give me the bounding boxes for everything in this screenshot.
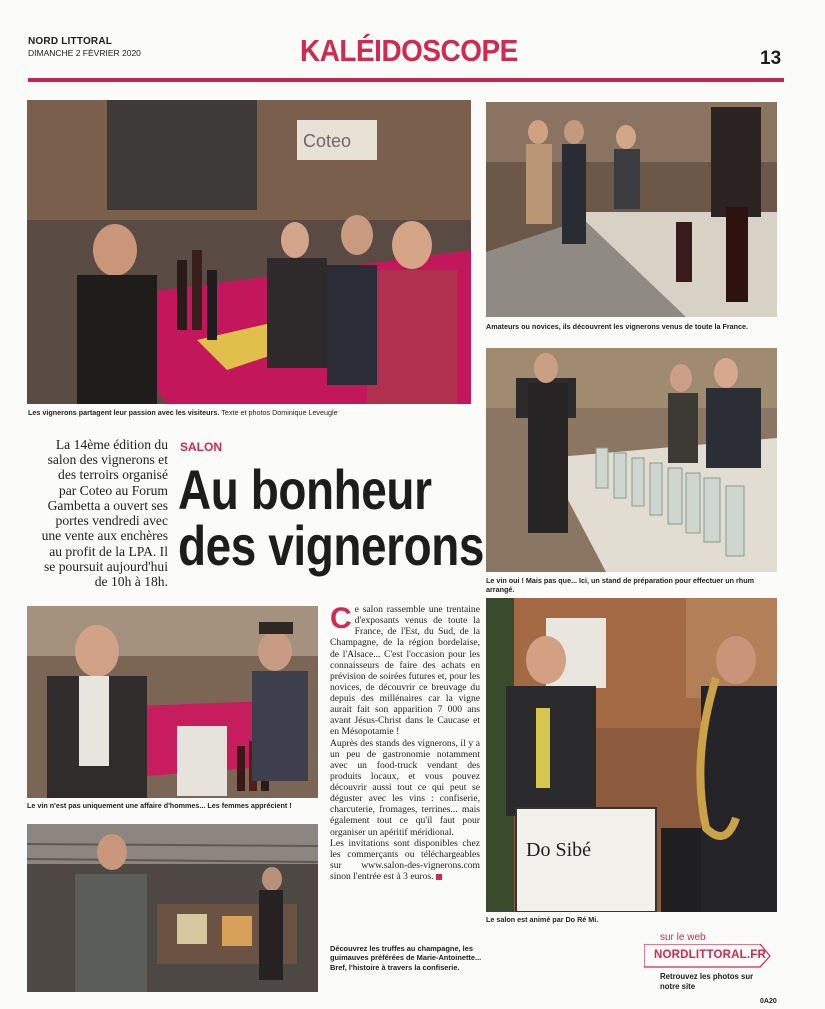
caption-top-right: Amateurs ou novices, ils découvrent les vignerons venus de toute la France. — [486, 322, 749, 331]
paragraph-1-text: e salon rassemble une trentaine d'exposants venus de toute la France, de l'Est, du Sud, de la Champagne, de la région bordelaise, de l'Alsace... C'est l'occasion pour les connaisseurs de faire des achats en prévision de soirées futures et, pour les novices, de découvrir ce breuvage du depuis des millénaires car la vigne aurait fait son apparition 7 000 ans avant Jésus-Christ dans le Caucase et en Mésopotamie ! — [330, 604, 480, 738]
section-rubric: KALÉIDOSCOPE — [300, 33, 518, 68]
header-rule — [28, 78, 784, 82]
photo-rum-image — [486, 348, 777, 572]
caption-musicians: Le salon est animé par Do Ré Mi. — [486, 915, 599, 924]
photo-hall-image — [27, 824, 318, 992]
photo-main-image — [27, 100, 471, 404]
photo-rum-stand — [486, 348, 777, 572]
aside-confiserie: Découvrez les truffes au champagne, les guimauves préférées de Marie-Antoinette... Bref, l'histoire à travers la confiserie. — [330, 944, 482, 972]
web-url-link[interactable]: NORDLITTORAL.FR — [654, 949, 767, 961]
banner-text: Coteo — [303, 131, 352, 151]
web-label: sur le web — [660, 932, 706, 943]
article-kicker: SALON — [180, 440, 222, 454]
issue-date: DIMANCHE 2 FÉVRIER 2020 — [28, 48, 141, 58]
photo-women-visitors — [27, 606, 318, 798]
article-paragraph-2: Auprès des stands des vignerons, il y a un peu de gastronomie notamment avec un food-truck vendant des produits locaux, et vous pouvez découvrir aussi tout ce qui peut se déguster avec les vins : confiserie, charcuterie, fromages, terrines... mais également tout ce qu'il faut pour organiser un apéritif méridional. — [330, 737, 480, 838]
article-intro: La 14ème édition du salon des vignerons et des terroirs organisé par Coteo au Forum Gambetta a ouvert ses portes vendredi avec une vente aux enchères au profit de la LPA. Il se poursuit aujourd'hui de 10h à 18h. — [41, 437, 168, 589]
photo-musicians-image — [486, 598, 777, 912]
publication-name: NORD LITTORAL — [28, 36, 113, 47]
article-body — [330, 604, 480, 882]
caption-left-mid: Le vin n'est pas uniquement une affaire d'hommes... Les femmes apprécient ! — [27, 801, 292, 810]
photo-main-stand — [27, 100, 471, 404]
end-mark-icon — [436, 874, 442, 880]
caption-main — [28, 408, 468, 417]
web-description: Retrouvez les photos sur notre site — [660, 972, 754, 991]
page-number: 13 — [760, 48, 782, 69]
article-paragraph-3 — [330, 838, 480, 883]
caption-main-text: Les vignerons partagent leur passion avec les visiteurs. — [28, 408, 220, 417]
article-headline — [178, 458, 506, 577]
photo-hall-crowd — [27, 824, 318, 992]
photo-visitors-image — [486, 102, 777, 317]
photo-musicians — [486, 598, 777, 912]
footer-code: 0A20 — [760, 998, 777, 1005]
drop-cap: C — [330, 602, 352, 635]
caption-mid-right: Le vin oui ! Mais pas que... Ici, un stand de préparation pour effectuer un rhum arrangé. — [486, 576, 754, 594]
photo-women-image — [27, 606, 318, 798]
headline-line-1: Au bonheur — [178, 458, 432, 521]
sign-text: Do Sibé — [526, 839, 591, 861]
photo-visitors-aisle — [486, 102, 777, 317]
article-paragraph-1 — [330, 604, 480, 738]
headline-line-2: des vignerons — [178, 514, 485, 577]
photo-credit: Texte et photos Dominique Leveugle — [221, 408, 338, 417]
paragraph-3-text: Les invitations sont disponibles chez les commerçants ou téléchargeables sur www.salon-des-vignerons.com sinon l'entrée est à 3 euros. — [330, 837, 480, 882]
